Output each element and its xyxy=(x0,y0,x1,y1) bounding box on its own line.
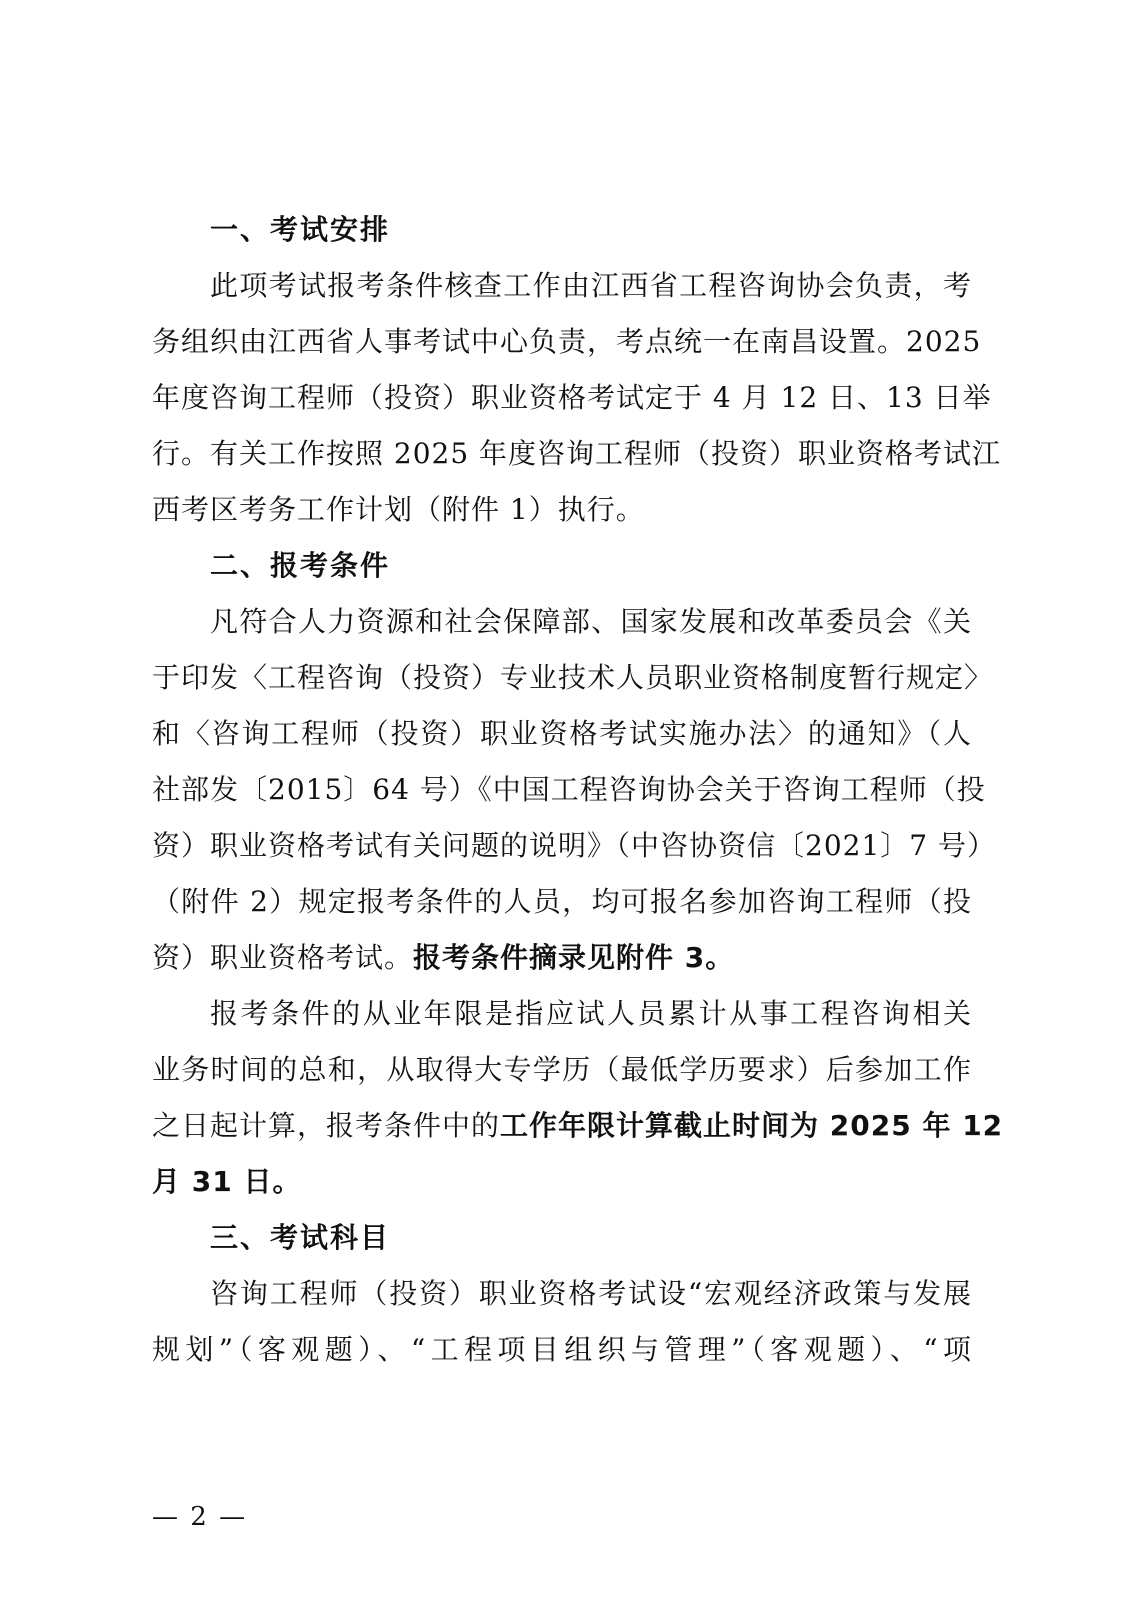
paragraph-line: 西考区考务工作计划（附件 1）执行。 xyxy=(152,493,645,526)
paragraph-line: 报考条件的从业年限是指应试人员累计从事工程咨询相关 xyxy=(210,997,972,1030)
paragraph-line: 咨询工程师（投资）职业资格考试设“宏观经济政策与发展 xyxy=(210,1277,972,1310)
paragraph-line: 社部发〔2015〕64 号）《中国工程咨询协会关于咨询工程师（投 xyxy=(152,773,986,806)
emphasis-text: 工作年限计算截止时间为 2025 年 12 xyxy=(500,1109,1004,1142)
paragraph-line: 此项考试报考条件核查工作由江西省工程咨询协会负责，考 xyxy=(210,269,972,302)
paragraph-line: 务组织由江西省人事考试中心负责，考点统一在南昌设置。2025 xyxy=(152,325,982,358)
emphasis-text: 报考条件摘录见附件 3。 xyxy=(413,941,735,974)
page-number: — 2 — xyxy=(152,1502,248,1532)
section-heading-eligibility: 二、报考条件 xyxy=(210,549,391,582)
paragraph-line: 行。有关工作按照 2025 年度咨询工程师（投资）职业资格考试江 xyxy=(152,437,1002,470)
paragraph-line: 和〈咨询工程师（投资）职业资格考试实施办法〉的通知》（人 xyxy=(152,717,972,750)
section-heading-exam-subjects: 三、考试科目 xyxy=(210,1221,391,1254)
paragraph-line: （附件 2）规定报考条件的人员，均可报名参加咨询工程师（投 xyxy=(152,885,972,918)
paragraph-line: 资）职业资格考试有关问题的说明》（中咨协资信〔2021〕7 号） xyxy=(152,829,996,862)
paragraph-line: 于印发〈工程咨询（投资）专业技术人员职业资格制度暂行规定〉 xyxy=(152,661,994,694)
paragraph-line xyxy=(152,1108,1004,1148)
section-heading-exam-arrangement: 一、考试安排 xyxy=(210,213,391,246)
paragraph-text: 之日起计算，报考条件中的 xyxy=(152,1109,501,1142)
paragraph-line xyxy=(152,940,972,980)
paragraph-line: 凡符合人力资源和社会保障部、国家发展和改革委员会《关 xyxy=(210,605,972,638)
paragraph-line: 月 31 日。 xyxy=(152,1165,302,1198)
paragraph-text: 资）职业资格考试。 xyxy=(152,941,414,974)
paragraph-line: 业务时间的总和，从取得大专学历（最低学历要求）后参加工作 xyxy=(152,1053,972,1086)
paragraph-line: 年度咨询工程师（投资）职业资格考试定于 4 月 12 日、13 日举 xyxy=(152,381,992,414)
paragraph-line: 规划”（客观题）、“工程项目组织与管理”（客观题）、“项 xyxy=(152,1333,972,1366)
